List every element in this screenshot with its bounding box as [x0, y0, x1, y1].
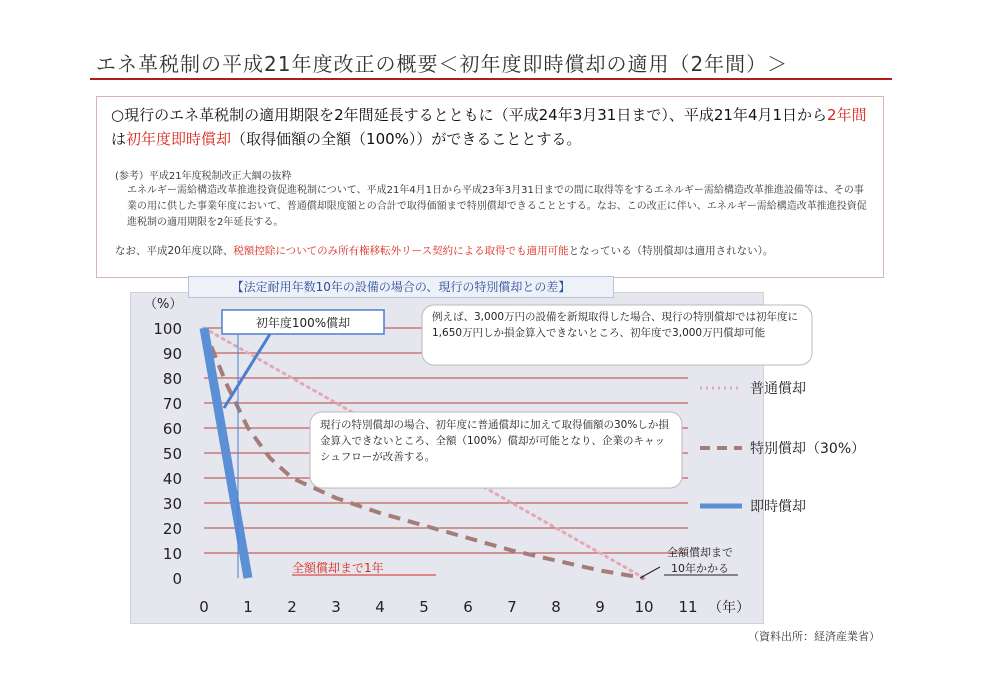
lead-part3: は [111, 130, 127, 148]
y-tick-label: 100 [153, 320, 182, 338]
reference-heading: (参考）平成21年度税制改正大綱の抜粋 [115, 171, 292, 182]
x-tick-label: 3 [331, 598, 341, 616]
source-note: （資料出所：経済産業省） [748, 630, 880, 643]
y-tick-label: 40 [162, 470, 182, 488]
y-tick-label: 70 [162, 395, 182, 413]
x-tick-label: 4 [375, 598, 385, 616]
x-tick-label: 1 [243, 598, 253, 616]
x-tick-label: 2 [287, 598, 297, 616]
first-year-callout-text: 初年度100%償却 [255, 316, 351, 330]
note-part1: なお、平成20年度以降、 [115, 245, 234, 257]
y-tick-label: 10 [162, 545, 182, 563]
x-tick-label: 10 [634, 598, 654, 616]
y-tick-label: 20 [162, 520, 182, 538]
y-tick-label: 60 [162, 420, 182, 438]
y-tick-label: 0 [172, 570, 182, 588]
lead-part1: ○現行のエネ革税制の適用期限を2年間延長するとともに（平成24年3月31日まで）、平成21年4月1日から [111, 106, 828, 124]
y-unit-label: （%） [144, 297, 183, 312]
y-tick-label: 90 [162, 345, 182, 363]
first-year-callout-pointer [224, 334, 270, 408]
legend-label-immediate: 即時償却 [750, 499, 806, 515]
x-tick-label: 7 [507, 598, 517, 616]
note-highlight: 税額控除についてのみ所有権移転外リース契約による取得でも適用可能 [233, 245, 569, 257]
example-callout-text: 例えば、3,000万円の設備を新規取得した場合、現行の特別償却では初年度に1,650万円しか損金算入できないところ、初年度で3,000万円償却可能 [432, 311, 799, 339]
y-tick-label: 30 [162, 495, 182, 513]
page-title: エネ革税制の平成21年度改正の概要＜初年度即時償却の適用（2年間）＞ [96, 52, 789, 76]
legend-label-ordinary: 普通償却 [750, 381, 806, 397]
full-one-year-label: 全額償却まで1年 [292, 561, 384, 575]
x-unit-label: （年） [708, 600, 750, 616]
x-tick-label: 8 [551, 598, 561, 616]
x-tick-label: 9 [595, 598, 605, 616]
y-tick-label: 80 [162, 370, 182, 388]
x-tick-label: 5 [419, 598, 429, 616]
reference-body: エネルギー需給構造改革推進投資促進税制について、平成21年4月1日から平成23年3月31日までの間に取得等をするエネルギー需給構造改革推進設備等は、その事業の用に供した事業年度において、普通償却限度額との合計で取得価額まで特別償却できることとする。なお、この改正に伴い、エネルギー需給構造改革推進投資促進税制の適用期限を2年延長する。 [127, 185, 867, 228]
cashflow-callout-text: 現行の特別償却の場合、初年度に普通償却に加えて取得価額の30%しか損金算入できないところ、全額（100%）償却が可能となり、企業のキャッシュフローが改善する。 [320, 419, 669, 463]
note-part3: となっている（特別償却は適用されない）。 [568, 245, 774, 257]
full-ten-years-label-2: 10年かかる [671, 562, 729, 575]
lead-highlight-immediate: 初年度即時償却 [126, 130, 232, 148]
y-tick-label: 50 [162, 445, 182, 463]
x-tick-label: 11 [678, 598, 698, 616]
legend-label-special: 特別償却（30%） [750, 441, 866, 457]
full-ten-years-label-1: 全額償却まで [667, 546, 733, 559]
full-ten-years-pointer [640, 567, 660, 578]
lead-part5: （取得価額の全額（100%））ができることとする。 [231, 130, 582, 148]
lead-highlight-years: 2年間 [827, 106, 867, 124]
chart-header: 【法定耐用年数10年の設備の場合の、現行の特別償却との差】 [188, 276, 614, 298]
x-tick-label: 0 [199, 598, 209, 616]
x-tick-label: 6 [463, 598, 473, 616]
